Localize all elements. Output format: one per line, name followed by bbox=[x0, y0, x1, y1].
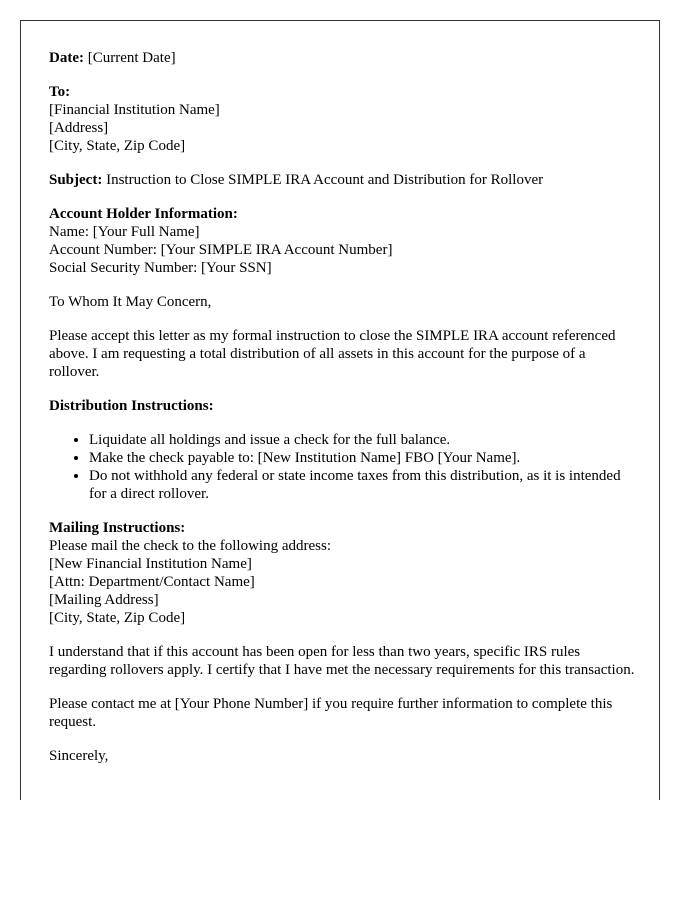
mailing-block bbox=[49, 519, 639, 627]
mailing-attn: [Attn: Department/Contact Name] bbox=[49, 574, 255, 590]
contact-paragraph: Please contact me at [Your Phone Number] if you require further information to complete this request. bbox=[49, 696, 613, 730]
subject-line bbox=[49, 171, 639, 189]
account-holder-name: Name: [Your Full Name] bbox=[49, 224, 200, 240]
recipient-institution: [Financial Institution Name] bbox=[49, 102, 220, 118]
subject-value: Instruction to Close SIMPLE IRA Account and Distribution for Rollover bbox=[106, 172, 544, 188]
account-holder-block bbox=[49, 205, 639, 277]
recipient-label: To: bbox=[49, 84, 71, 100]
recipient-address: [Address] bbox=[49, 120, 109, 136]
recipient-block bbox=[49, 83, 639, 155]
salutation: To Whom It May Concern, bbox=[49, 294, 212, 310]
date-line bbox=[49, 49, 639, 67]
intro-paragraph: Please accept this letter as my formal instruction to close the SIMPLE IRA account referenced above. I am requesting a total distribution of all assets in this account for the purpose of a rollover. bbox=[49, 328, 616, 380]
letter-body bbox=[49, 49, 639, 781]
mailing-city-state-zip: [City, State, Zip Code] bbox=[49, 610, 186, 626]
mailing-institution: [New Financial Institution Name] bbox=[49, 556, 252, 572]
date-value: [Current Date] bbox=[87, 50, 176, 66]
date-label: Date: bbox=[49, 50, 84, 66]
letter-page bbox=[20, 20, 660, 800]
list-item: • Liquidate all holdings and issue a check for the full balance. bbox=[89, 431, 639, 449]
account-holder-number: Account Number: [Your SIMPLE IRA Account Number] bbox=[49, 242, 393, 258]
mailing-heading: Mailing Instructions: bbox=[49, 520, 186, 536]
subject-label: Subject: bbox=[49, 172, 103, 188]
list-item: • Make the check payable to: [New Institution Name] FBO [Your Name]. bbox=[89, 449, 639, 467]
distribution-heading-block bbox=[49, 397, 639, 415]
mailing-intro: Please mail the check to the following address: bbox=[49, 538, 332, 554]
account-holder-heading: Account Holder Information: bbox=[49, 206, 238, 222]
mailing-address: [Mailing Address] bbox=[49, 592, 159, 608]
account-holder-ssn: Social Security Number: [Your SSN] bbox=[49, 260, 272, 276]
recipient-city-state-zip: [City, State, Zip Code] bbox=[49, 138, 186, 154]
distribution-heading: Distribution Instructions: bbox=[49, 398, 214, 414]
closing: Sincerely, bbox=[49, 748, 109, 764]
distribution-list bbox=[49, 431, 639, 503]
certification-paragraph: I understand that if this account has been open for less than two years, specific IRS rules regarding rollovers apply. I certify that I have met the necessary requirements for this transaction. bbox=[49, 644, 635, 678]
list-item: • Do not withhold any federal or state income taxes from this distribution, as it is intended for a direct rollover. bbox=[89, 467, 639, 503]
